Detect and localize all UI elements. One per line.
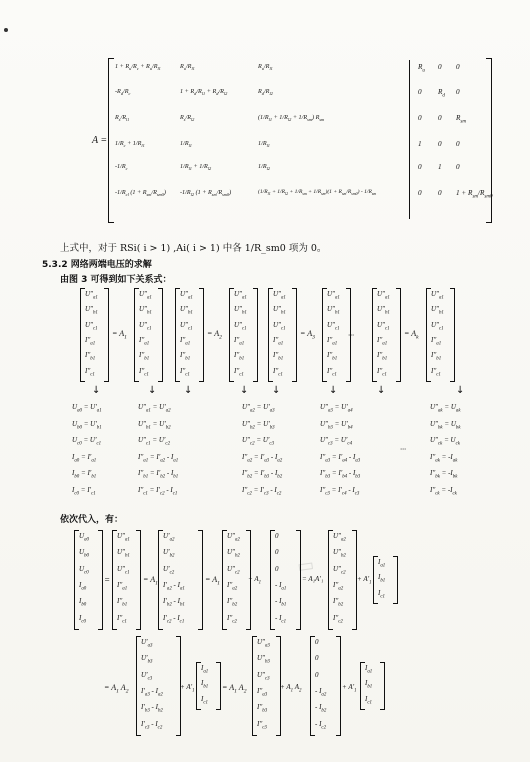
vector-lhs-a2-entry: $U''_{a1}$ xyxy=(180,290,193,301)
sub-rhs6-entry: $U''_{b3}$ xyxy=(257,654,270,665)
substitution-intro: 依次代入，有： xyxy=(60,515,124,525)
vector-rhs-a1-entry: $I''_{b1}$ xyxy=(139,351,150,362)
sub-rhs3-entry: $I''_{b2}$ xyxy=(227,597,238,608)
scan-dot xyxy=(4,28,8,32)
sub-zero2-entry: 0 xyxy=(315,638,319,646)
sub-rhs3-entry: $U''_{b2}$ xyxy=(227,548,240,559)
vector-rhs-a2-entry: $I''_{a1}$ xyxy=(234,336,245,347)
vector-lhs-ak-entry: $I''_{c1}$ xyxy=(377,366,387,378)
sub-rhs2-entry: $I'_{a2} - I_{a1}$ xyxy=(163,581,185,592)
matrix-a-cell: $R_u/R_{l1}$ xyxy=(180,63,195,72)
vector-lhs-ak-entry: $U''_{a1}$ xyxy=(377,290,390,301)
sub-rhs5-entry: $U'_{c3}$ xyxy=(141,670,153,682)
sub-small3-entry: $I_{b1}$ xyxy=(365,679,373,690)
sub-rhs1-entry: $I''_{a1}$ xyxy=(117,581,128,592)
operator-plus-ap1-b: + $A'_1$ xyxy=(180,683,195,694)
vector-lhs-a1-entry: $I''_{c1}$ xyxy=(85,366,95,378)
ellipsis: ··· xyxy=(348,331,354,340)
sub-lhs-entry: $I_{c0}$ xyxy=(79,613,86,625)
operator-ak: = $A_k$ xyxy=(404,329,419,341)
operator-a1a2-b: = $A_1$ $A_2$ xyxy=(222,683,247,695)
vector-rhs-a3-entry: $U''_{b1}$ xyxy=(327,305,340,316)
relation-g4: $U''_{b3} = U'_{b4}$ xyxy=(320,419,353,430)
relation-g5: $I''_{ak} = -I_{ak}$ xyxy=(430,452,458,463)
matrix-a-cell: $1/R_{l1}$ xyxy=(180,140,192,149)
operator-plus-a1: + $A_1$ xyxy=(248,575,262,586)
sub-rhs4-entry: $I''_{a2}$ xyxy=(333,581,344,592)
vector-rhs-a2-right-bracket xyxy=(253,288,258,382)
down-arrow-icon: ↓ xyxy=(184,385,193,396)
relation-g5: $I''_{bk} = -I_{bk}$ xyxy=(430,469,458,480)
matrix-a-cell: 0 xyxy=(418,88,422,96)
sub-rhs1-entry: $I''_{c1}$ xyxy=(117,613,127,625)
sub-small2-entry: $I_{b1}$ xyxy=(201,679,209,690)
sub-zero2-entry: - $I_{a2}$ xyxy=(315,687,327,698)
matrix-a-cell: 0 xyxy=(418,189,422,197)
relation-g5: $U''_{bk} = U_{bk}$ xyxy=(430,419,461,430)
matrix-a-cell: $1/R_{l2}$ xyxy=(258,163,270,172)
matrix-a-cell: 0 xyxy=(418,163,422,171)
down-arrow-icon: ↓ xyxy=(148,385,157,396)
relation-g4: $I''_{c3} = I'_{c4} - I_{c3}$ xyxy=(320,485,360,496)
matrix-a-cell: $R_{sm}$ xyxy=(456,114,466,125)
down-arrow-icon: ↓ xyxy=(377,385,386,396)
vector-rhs-a1-entry: $U''_{c1}$ xyxy=(139,320,152,332)
vector-lhs-ak-entry: $I''_{a1}$ xyxy=(377,336,388,347)
relation-g3: $U''_{c2} = U'_{c3}$ xyxy=(242,436,275,447)
sub-lhs-entry: $I_{b0}$ xyxy=(79,597,87,608)
vector-rhs-a1-right-bracket xyxy=(158,288,163,382)
vector-rhs-a1-entry: $U''_{a1}$ xyxy=(139,290,152,301)
watermark: ▭ xyxy=(295,554,316,578)
sub-rhs6-entry: $U''_{c3}$ xyxy=(257,670,270,682)
vector-lhs-a1-entry: $U''_{a1}$ xyxy=(85,290,98,301)
sub-small2-entry: $I_{a1}$ xyxy=(201,664,209,675)
vector-lhs-a1-entry: $I''_{b1}$ xyxy=(85,351,96,362)
sub-zero1-entry: 0 xyxy=(275,532,279,540)
down-arrow-icon: ↓ xyxy=(272,385,281,396)
matrix-a-cell: $R_s/R_{l2}$ xyxy=(180,114,195,123)
vector-lhs-ak-entry: $I''_{b1}$ xyxy=(377,351,388,362)
relation-g4: $U''_{a3} = U'_{a4}$ xyxy=(320,403,353,414)
vector-lhs-a2-entry: $I''_{a1}$ xyxy=(180,336,191,347)
vector-rhs-a2-entry: $I''_{b1}$ xyxy=(234,351,245,362)
vector-lhs-a2-right-bracket xyxy=(199,288,204,382)
matrix-a-cell: 0 xyxy=(418,114,422,122)
vector-lhs-a2-entry: $U''_{c1}$ xyxy=(180,320,193,332)
sub-small2-entry: $I_{c1}$ xyxy=(201,694,208,706)
relation-g2: $U''_{c1} = U'_{c2}$ xyxy=(138,436,171,447)
sub-lhs-entry: $U_{c0}$ xyxy=(79,564,89,576)
vector-lhs-a3-entry: $U''_{a1}$ xyxy=(273,290,286,301)
vector-lhs-a3-entry: $I''_{c1}$ xyxy=(273,366,283,378)
sub-rhs4-entry: $U''_{c2}$ xyxy=(333,564,346,576)
vector-rhs-ak-right-bracket xyxy=(450,288,455,382)
matrix-a-cell: 0 xyxy=(456,63,460,71)
matrix-a-cell: 0 xyxy=(456,88,460,96)
relation-g4: $I''_{b3} = I'_{b4} - I_{b3}$ xyxy=(320,469,361,480)
sub-rhs4-entry: $U''_{b2}$ xyxy=(333,548,346,559)
relation-g2: $I''_{c1} = I'_{c2} - I_{c1}$ xyxy=(138,485,178,496)
equals-sign: = xyxy=(104,575,111,585)
relation-g1: $U_{a0} = U'_{a1}$ xyxy=(72,403,102,414)
vector-rhs-a1-entry: $I''_{c1}$ xyxy=(139,366,149,378)
sub-rhs2-right-bracket xyxy=(198,530,203,630)
relation-g2: $U''_{a1} = U'_{a2}$ xyxy=(138,403,171,414)
vector-rhs-a3-entry: $I''_{a1}$ xyxy=(327,336,338,347)
sub-rhs2-entry: $I'_{c2} - I_{c1}$ xyxy=(163,613,185,625)
vector-rhs-a2-entry: $U''_{a1}$ xyxy=(234,290,247,301)
sub-rhs5-entry: $U'_{b3}$ xyxy=(141,654,153,665)
matrix-a-cell: $R_d$ xyxy=(438,88,445,99)
sub-rhs2-entry: $I'_{b2} - I_{b1}$ xyxy=(163,597,185,608)
matrix-a-cell: $1/R_c + 1/R_{l1}$ xyxy=(115,140,145,149)
matrix-a-cell: 0 xyxy=(438,140,442,148)
sub-zero2-entry: - $I_{c2}$ xyxy=(315,719,327,731)
sub-zero1-right-bracket xyxy=(296,530,301,630)
relation-g3: $I''_{c2} = I'_{c3} - I_{c2}$ xyxy=(242,485,282,496)
operator-plus-ap1: + $A'_1$ xyxy=(357,575,372,586)
vector-rhs-a3-entry: $U''_{c1}$ xyxy=(327,320,340,332)
section-heading: 5.3.2 网络两端电压的求解 xyxy=(42,260,152,270)
sub-rhs2-entry: $U'_{c2}$ xyxy=(163,564,175,576)
matrix-a-cell: 0 xyxy=(456,140,460,148)
matrix-a-label: A = xyxy=(92,135,108,146)
relation-g3: $U''_{a2} = U'_{a3}$ xyxy=(242,403,275,414)
sub-rhs1-entry: $I''_{b1}$ xyxy=(117,597,128,608)
vector-lhs-a3-entry: $I''_{b1}$ xyxy=(273,351,284,362)
sub-rhs2-entry: $U'_{b2}$ xyxy=(163,548,175,559)
sub-small3-entry: $I_{c1}$ xyxy=(365,694,372,706)
relation-g5: $U''_{ck} = U_{ck}$ xyxy=(430,436,460,447)
sub-rhs1-entry: $U''_{c1}$ xyxy=(117,564,130,576)
matrix-a-cell: $1/R_{l1} + 1/R_{l2}$ xyxy=(180,163,212,172)
vector-rhs-a2-entry: $I''_{c1}$ xyxy=(234,366,244,378)
matrix-a-cell: $-R_d/R_c$ xyxy=(115,88,131,97)
sub-rhs3-entry: $U''_{c2}$ xyxy=(227,564,240,576)
vector-rhs-ak-entry: $I''_{a1}$ xyxy=(431,336,442,347)
sub-zero1-entry: 0 xyxy=(275,548,279,557)
sub-rhs5-entry: $I'_{c3} - I_{c2}$ xyxy=(141,719,163,731)
sub-small3-right-bracket xyxy=(380,662,385,710)
vector-rhs-ak-entry: $I''_{c1}$ xyxy=(431,366,441,378)
matrix-a-cell: 0 xyxy=(438,114,442,122)
sub-rhs3-entry: $I''_{a2}$ xyxy=(227,581,238,592)
matrix-a-cell: $R_u/R_{l1}$ xyxy=(258,63,273,72)
operator-plus-a1a2: + $A_1$ $A_2$ xyxy=(280,683,302,694)
relation-g1: $U_{c0} = U'_{c1}$ xyxy=(72,436,102,447)
operator-a1: = $A_1$ xyxy=(112,329,127,341)
sub-small1-entry: $I_{c1}$ xyxy=(378,588,385,600)
matrix-a-cell: $(1/R_{l1} + 1/R_{l2} + 1/R_{sm} + 1/R_{sm})(1 + R_{sm}/R_{sm0}) - 1/R_{sm}$ xyxy=(258,189,377,197)
sub-small1-right-bracket xyxy=(393,556,398,604)
matrix-a-cell: $-1/R_{l2}$ $(1 + R_{sm}/R_{sm0})$ xyxy=(180,189,232,198)
sub-rhs1-entry: $U''_{b1}$ xyxy=(117,548,130,559)
operator-a1a2: = $A_1$ $A_2$ xyxy=(104,683,129,695)
vector-rhs-a1-entry: $I''_{a1}$ xyxy=(139,336,150,347)
sub-rhs4-entry: $I''_{b2}$ xyxy=(333,597,344,608)
sub-rhs1-right-bracket xyxy=(136,530,141,630)
sub-small1-entry: $I_{a1}$ xyxy=(378,558,386,569)
sub-rhs5-entry: $I'_{a3} - I_{a2}$ xyxy=(141,687,163,698)
down-arrow-icon: ↓ xyxy=(240,385,249,396)
vector-rhs-a3-entry: $I''_{c1}$ xyxy=(327,366,337,378)
sub-rhs3-entry: $I''_{c2}$ xyxy=(227,613,237,625)
sub-rhs6-entry: $I''_{c3}$ xyxy=(257,719,267,731)
operator-a3: = $A_3$ xyxy=(300,329,315,341)
sub-rhs5-entry: $I'_{b3} - I_{b2}$ xyxy=(141,703,163,714)
vector-lhs-a1-entry: $U''_{c1}$ xyxy=(85,320,98,332)
matrix-a-cell: 0 xyxy=(438,189,442,197)
sub-lhs-right-bracket xyxy=(98,530,103,630)
operator-plus-ap1-c: + $A'_1$ xyxy=(342,683,357,694)
relation-g1: $I_{c0} = I'_{c1}$ xyxy=(72,485,96,496)
sub-rhs5-entry: $U'_{a3}$ xyxy=(141,638,153,649)
matrix-a-cell: 0 xyxy=(438,63,442,71)
relation-g3: $U''_{b2} = U'_{b3}$ xyxy=(242,419,275,430)
operator-a2: = $A_2$ xyxy=(207,329,222,341)
sub-zero1-entry: - $I_{b1}$ xyxy=(275,597,287,608)
matrix-a-cell: $(1/R_{l1} + 1/R_{l2} + 1/R_{sm})$ $R_{sm}$ xyxy=(258,114,325,123)
sub-rhs1-entry: $U''_{a1}$ xyxy=(117,532,130,543)
down-arrow-icon: ↓ xyxy=(329,385,338,396)
relation-g5: $I''_{ck} = -I_{ck}$ xyxy=(430,485,457,496)
relation-g3: $I''_{b2} = I'_{b3} - I_{b2}$ xyxy=(242,469,283,480)
vector-lhs-a3-entry: $U''_{b1}$ xyxy=(273,305,286,316)
matrix-a-cell: $1/R_{l1}$ xyxy=(258,140,270,149)
vector-lhs-a1-entry: $I''_{a1}$ xyxy=(85,336,96,347)
relation-g5: $U''_{ak} = U_{ak}$ xyxy=(430,403,461,414)
relation-g3: $I''_{a2} = I'_{a3} - I_{a2}$ xyxy=(242,452,283,463)
down-arrow-icon: ↓ xyxy=(92,385,101,396)
vector-rhs-ak-entry: $U''_{a1}$ xyxy=(431,290,444,301)
sub-rhs6-entry: $I''_{a3}$ xyxy=(257,687,268,698)
sub-zero2-entry: - $I_{b2}$ xyxy=(315,703,327,714)
sub-rhs6-entry: $I''_{b3}$ xyxy=(257,703,268,714)
matrix-a-cell: $R_d/R_{l2}$ xyxy=(258,88,273,97)
operator-a1a1: = A₁A′₁ xyxy=(302,575,324,583)
vector-rhs-a3-entry: $U''_{a1}$ xyxy=(327,290,340,301)
vector-lhs-a3-right-bracket xyxy=(292,288,297,382)
vector-lhs-ak-entry: $U''_{b1}$ xyxy=(377,305,390,316)
sub-zero2-right-bracket xyxy=(336,636,341,736)
relation-g2: $I''_{a1} = I'_{a2} - I_{a1}$ xyxy=(138,452,179,463)
operator-a1: = $A_1$ xyxy=(143,575,158,587)
matrix-a-cell: $1 + R_u/R_c + R_u/R_{l1}$ xyxy=(115,63,161,72)
vector-lhs-ak-right-bracket xyxy=(396,288,401,382)
vector-rhs-a2-entry: $U''_{b1}$ xyxy=(234,305,247,316)
vector-lhs-a2-entry: $U''_{b1}$ xyxy=(180,305,193,316)
matrix-a-cell: 1 xyxy=(438,163,442,171)
vector-lhs-a2-entry: $I''_{b1}$ xyxy=(180,351,191,362)
sub-zero1-entry: - $I_{a1}$ xyxy=(275,581,287,592)
sub-lhs-entry: $U_{a0}$ xyxy=(79,532,89,543)
sub-rhs6-entry: $U''_{a3}$ xyxy=(257,638,270,649)
vector-lhs-a1-right-bracket xyxy=(104,288,109,382)
sub-small3-entry: $I_{a1}$ xyxy=(365,664,373,675)
relation-intro: 由图 3 可得到如下关系式： xyxy=(60,275,172,285)
matrix-a-cell: $1 + R_d/R_{l1} + R_d/R_{l2}$ xyxy=(180,88,228,97)
sub-lhs-entry: $I_{a0}$ xyxy=(79,581,87,592)
matrix-a-cell: $1 + R_{sm}/R_{sm0}$ xyxy=(456,189,493,200)
vector-lhs-ak-entry: $U''_{c1}$ xyxy=(377,320,390,332)
vector-rhs-a2-entry: $U''_{c1}$ xyxy=(234,320,247,332)
sub-zero2-entry: 0 xyxy=(315,670,319,679)
matrix-a-cell: $R_u$ xyxy=(418,63,425,74)
sub-rhs4-entry: $U''_{a2}$ xyxy=(333,532,346,543)
matrix-a-left-bracket xyxy=(108,58,114,223)
vector-lhs-a3-entry: $U''_{c1}$ xyxy=(273,320,286,332)
vector-rhs-ak-entry: $U''_{c1}$ xyxy=(431,320,444,332)
sub-small2-right-bracket xyxy=(216,662,221,710)
sub-rhs3-entry: $U''_{a2}$ xyxy=(227,532,240,543)
sub-zero2-entry: 0 xyxy=(315,654,319,663)
down-arrow-icon: ↓ xyxy=(456,385,465,396)
vector-rhs-ak-entry: $I''_{b1}$ xyxy=(431,351,442,362)
matrix-a-cell: $-1/R_c$ xyxy=(115,163,128,172)
relation-g1: $I_{a0} = I'_{a1}$ xyxy=(72,452,97,463)
vector-lhs-a3-entry: $I''_{a1}$ xyxy=(273,336,284,347)
matrix-a-cell: 0 xyxy=(456,163,460,171)
matrix-a-cell: 1 xyxy=(418,140,422,148)
sub-rhs2-entry: $U'_{a2}$ xyxy=(163,532,175,543)
operator-a1-b: = $A_1$ xyxy=(205,575,220,587)
vector-rhs-a3-entry: $I''_{b1}$ xyxy=(327,351,338,362)
ellipsis: ··· xyxy=(400,445,406,454)
note-paragraph: 上式中，对于 RSi( i > 1) ,Ai( i > 1) 中各 1/R_sm0 项为 0。 xyxy=(60,243,327,254)
relation-g1: $I_{b0} = I'_{b1}$ xyxy=(72,469,97,480)
sub-lhs-entry: $U_{b0}$ xyxy=(79,548,89,559)
vector-lhs-a1-entry: $U''_{b1}$ xyxy=(85,305,98,316)
matrix-a-cell: $-1/R_{cl}$ $(1 + R_{sm}/R_{sm0})$ xyxy=(115,189,166,198)
matrix-a-cell: $R_s/R_{l1}$ xyxy=(115,114,130,123)
relation-g2: $U''_{b1} = U'_{b2}$ xyxy=(138,419,171,430)
vector-lhs-a2-entry: $I''_{c1}$ xyxy=(180,366,190,378)
sub-zero1-entry: 0 xyxy=(275,564,279,573)
relation-g2: $I''_{b1} = I'_{b2} - I_{b1}$ xyxy=(138,469,179,480)
sub-rhs4-entry: $I''_{c2}$ xyxy=(333,613,343,625)
relation-g4: $I''_{a3} = I'_{a4} - I_{a3}$ xyxy=(320,452,361,463)
vector-rhs-a1-entry: $U''_{b1}$ xyxy=(139,305,152,316)
sub-small1-entry: $I_{b1}$ xyxy=(378,573,386,584)
vector-rhs-ak-entry: $U''_{b1}$ xyxy=(431,305,444,316)
sub-zero1-entry: - $I_{c1}$ xyxy=(275,613,287,625)
relation-g4: $U''_{c3} = U'_{c4}$ xyxy=(320,436,353,447)
matrix-a-separator xyxy=(409,60,410,219)
relation-g1: $U_{b0} = U'_{b1}$ xyxy=(72,419,102,430)
